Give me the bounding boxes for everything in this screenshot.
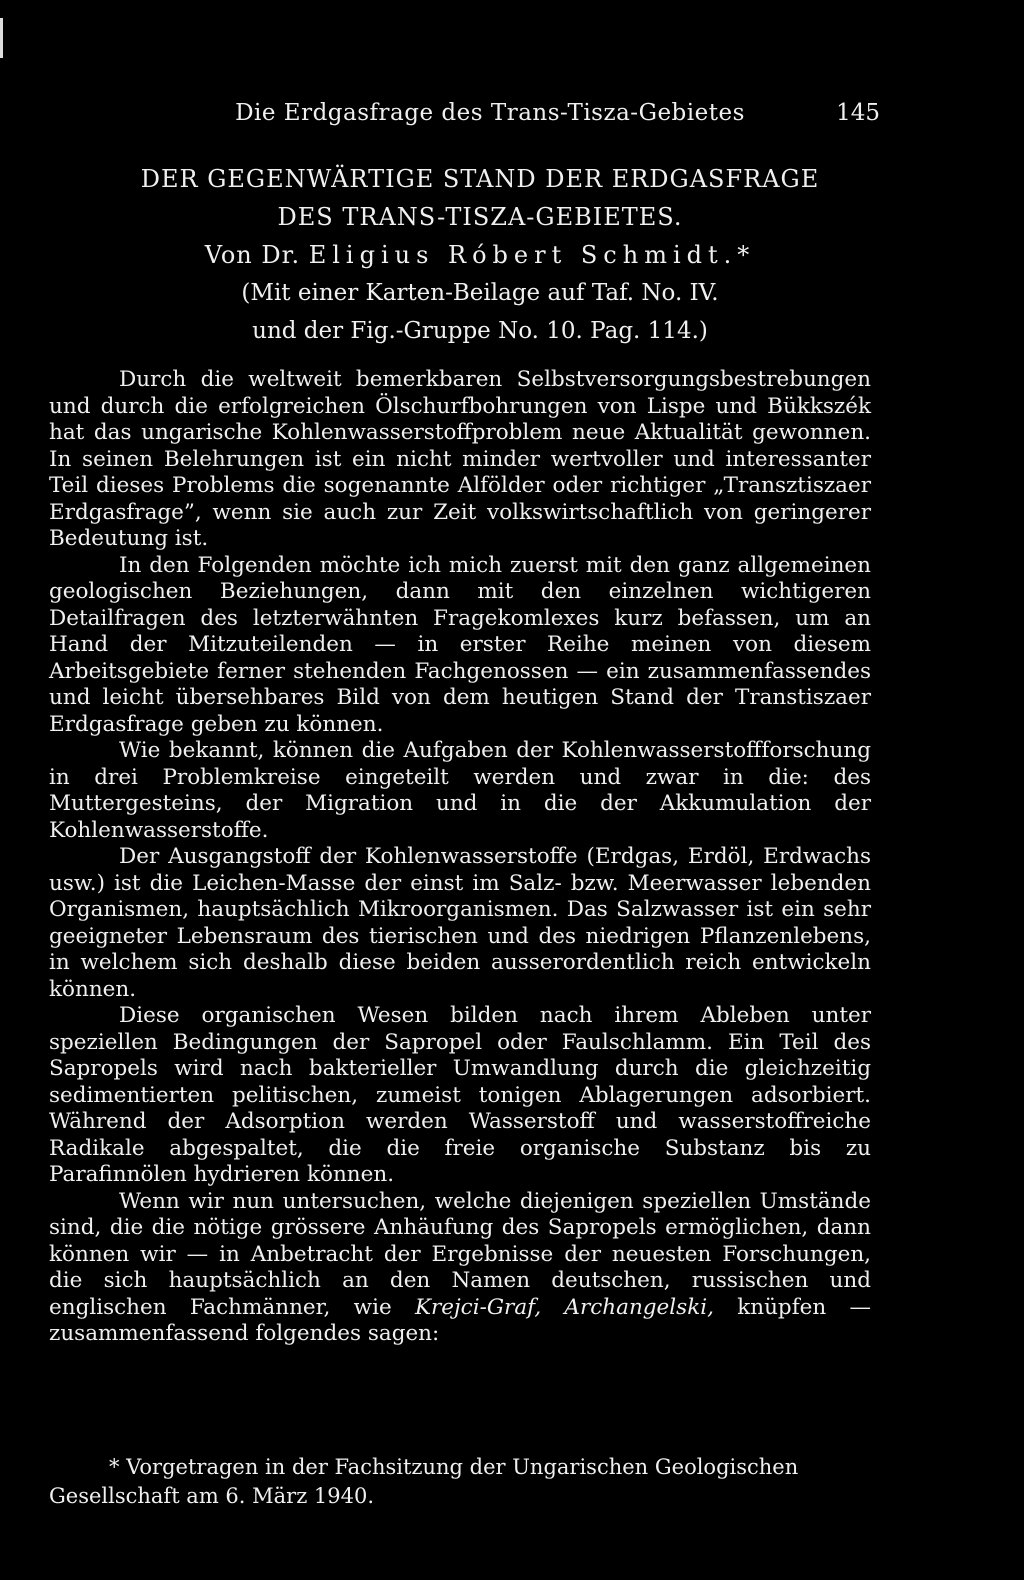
paragraph-3: Wie bekannt, können die Aufgaben der Kohlenwasserstoffforschung in drei Problemkreise eingeteilt werden und zwar in die: des Muttergesteins, der Migration und in die der Akkumulation der Kohlenwasserstoffe. — [49, 738, 871, 843]
paragraph-6-end: knüpfen — zusammenfassend folgendes sagen: — [49, 1294, 871, 1346]
article-body — [49, 367, 871, 1348]
author-prefix: Von Dr. — [204, 241, 301, 269]
paragraph-6 — [49, 1189, 871, 1348]
footnote — [49, 1453, 871, 1511]
footnote-text: * Vorgetragen in der Fachsitzung der Ungarischen Geologischen Gesellschaft am 6. März 1940. — [49, 1455, 799, 1508]
running-title: Die Erdgasfrage des Trans-Tisza-Gebietes — [235, 100, 745, 126]
author-name: Eligius Róbert Schmidt.* — [308, 241, 756, 269]
paragraph-5: Diese organischen Wesen bilden nach ihrem Ableben unter speziellen Bedingungen der Sapropel oder Faulschlamm. Ein Teil des Sapropels wird nach bakterieller Umwandlung durch die gleichzeitig sedimentierten pelitischen, zumeist tonigen Ablagerungen adsorbiert. Während der Adsorption werden Wasserstoff und wasserstoffreiche Radikale abgespaltet, die die freie organische Substanz bis zu Parafinnölen hydrieren können. — [49, 1003, 871, 1187]
supplement-note-line-2: und der Fig.-Gruppe No. 10. Pag. 114.) — [252, 318, 708, 344]
article-title-line-1: DER GEGENWÄRTIGE STAND DER ERDGASFRAGE — [140, 165, 820, 193]
paragraph-6-start: Wenn wir nun untersuchen, welche diejenigen speziellen Umstände sind, die die nötige grössere Anhäufung des Sapropels ermöglichen, dann können wir — in Anbetracht der Ergebnisse der neuesten Forschungen, die sich hauptsächlich an den Namen deutschen, russischen und englischen Fachmänner, wie — [49, 1188, 871, 1320]
article-title-block — [60, 160, 900, 350]
paragraph-2: In den Folgenden möchte ich mich zuerst mit den ganz allgemeinen geologischen Beziehungen, dann mit den einzelnen wichtigeren Detailfragen des letzterwähnten Fragekomlexes kurz befassen, um an Hand der Mitzuteilenden — in erster Reihe meinen von diesem Arbeitsgebiete ferner stehenden Fachgenossen — ein zusammenfassendes und leicht übersehbares Bild von dem heutigen Stand der Transtiszaer Erdgasfrage geben zu können. — [49, 552, 871, 737]
author-line — [60, 236, 900, 274]
paragraph-1: Durch die weltweit bemerkbaren Selbstversorgungsbestrebungen und durch die erfolgreichen Ölschurfbohrungen von Lispe und Bükkszék hat das ungarische Kohlenwasserstoffproblem neue Aktualität gewonnen. In seinen Belehrungen ist ein nicht minder wertvoller und interessanter Teil dieses Problems die sogenannte Alfölder oder richtiger „Transztiszaer Erdgasfrage”, wenn sie auch zur Zeit volkswirtschaftlich von geringerer Bedeutung ist. — [49, 367, 871, 551]
page-number: 145 — [836, 100, 880, 126]
cited-author-names: Krejci-Graf, Archangelski, — [414, 1294, 714, 1320]
page-header — [100, 100, 880, 132]
scan-edge-mark — [0, 18, 3, 58]
article-title-line-2: DES TRANS-TISZA-GEBIETES. — [277, 203, 683, 231]
paragraph-4: Der Ausgangstoff der Kohlenwasserstoffe (Erdgas, Erdöl, Erdwachs usw.) ist die Leichen-Masse der einst im Salz- bzw. Meerwasser lebenden Organismen, hauptsächlich Mikroorganismen. Das Salzwasser ist ein sehr geeigneter Lebensraum des tierischen und des niedrigen Pflanzenlebens, in welchem sich deshalb diese beiden ausserordentlich reich entwickeln können. — [49, 844, 871, 1002]
supplement-note-line-1: (Mit einer Karten-Beilage auf Taf. No. IV. — [241, 280, 719, 306]
